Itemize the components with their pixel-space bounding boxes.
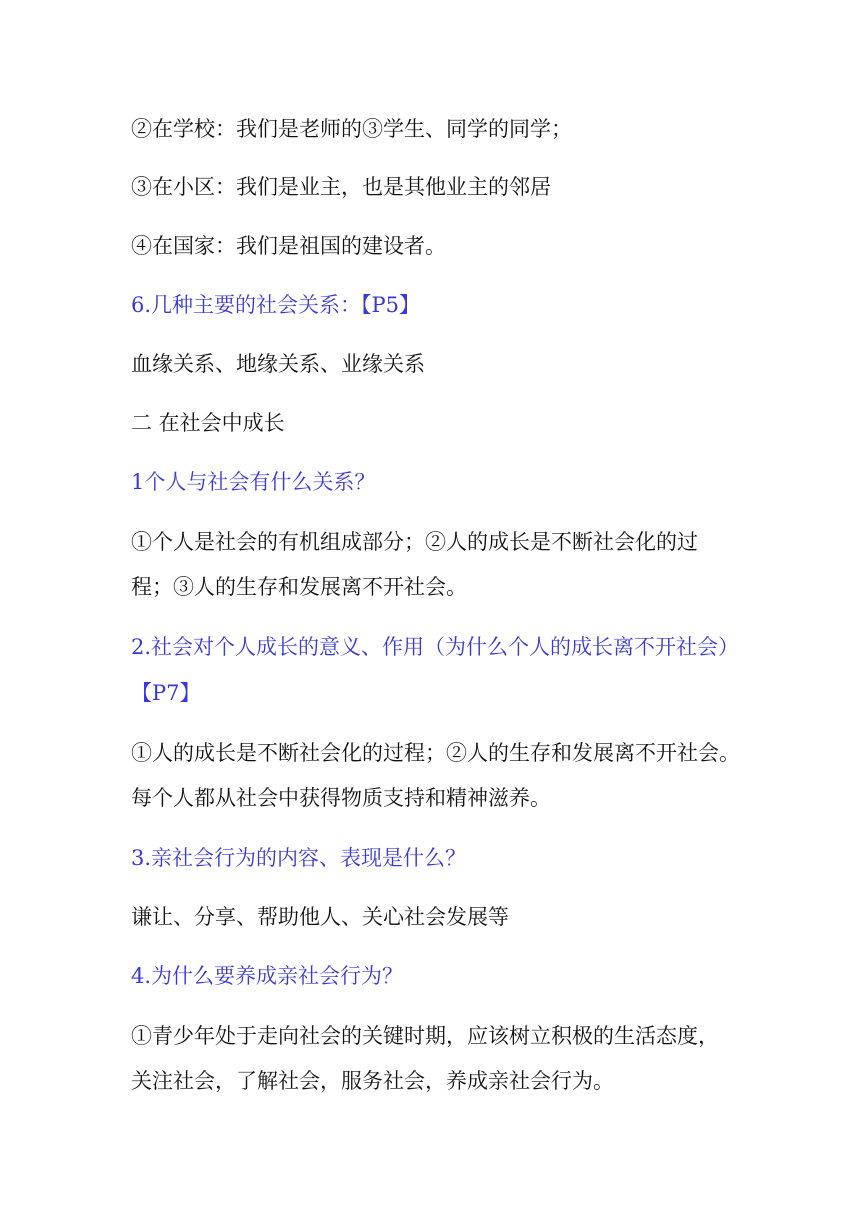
heading-society-meaning-page: 【P7】 [131, 681, 201, 705]
heading-prosocial-content: 3.亲社会行为的内容、表现是什么？ [131, 846, 467, 870]
heading-individual-society: 1个人与社会有什么关系？ [131, 470, 376, 494]
text-line-prosocial-examples: 谦让、分享、帮助他人、关心社会发展等 [131, 905, 509, 929]
text-line-youth-cont: 关注社会，了解社会，服务社会，养成亲社会行为。 [131, 1069, 614, 1093]
text-line-country: ④在国家：我们是祖国的建设者。 [131, 234, 446, 258]
text-line-youth-period: ①青少年处于走向社会的关键时期，应该树立积极的生活态度， [131, 1024, 719, 1048]
text-line-individual-cont: 程；③人的生存和发展离不开社会。 [131, 575, 467, 599]
text-line-relations: 血缘关系、地缘关系、业缘关系 [131, 352, 425, 376]
text-line-support: 每个人都从社会中获得物质支持和精神滋养。 [131, 786, 551, 810]
text-line-growth-process: ①人的成长是不断社会化的过程；②人的生存和发展离不开社会。 [131, 741, 740, 765]
section-title-growing-in-society: 二 在社会中成长 [131, 411, 285, 435]
text-line-school: ②在学校：我们是老师的③学生、同学的同学； [131, 117, 572, 141]
heading-society-meaning: 2.社会对个人成长的意义、作用（为什么个人的成长离不开社会） [131, 635, 740, 659]
heading-why-prosocial: 4.为什么要养成亲社会行为？ [131, 964, 404, 988]
heading-social-relations: 6.几种主要的社会关系：【P5】 [131, 293, 421, 317]
text-line-community: ③在小区：我们是业主，也是其他业主的邻居 [131, 175, 551, 199]
text-line-individual-part: ①个人是社会的有机组成部分；②人的成长是不断社会化的过 [131, 530, 698, 554]
